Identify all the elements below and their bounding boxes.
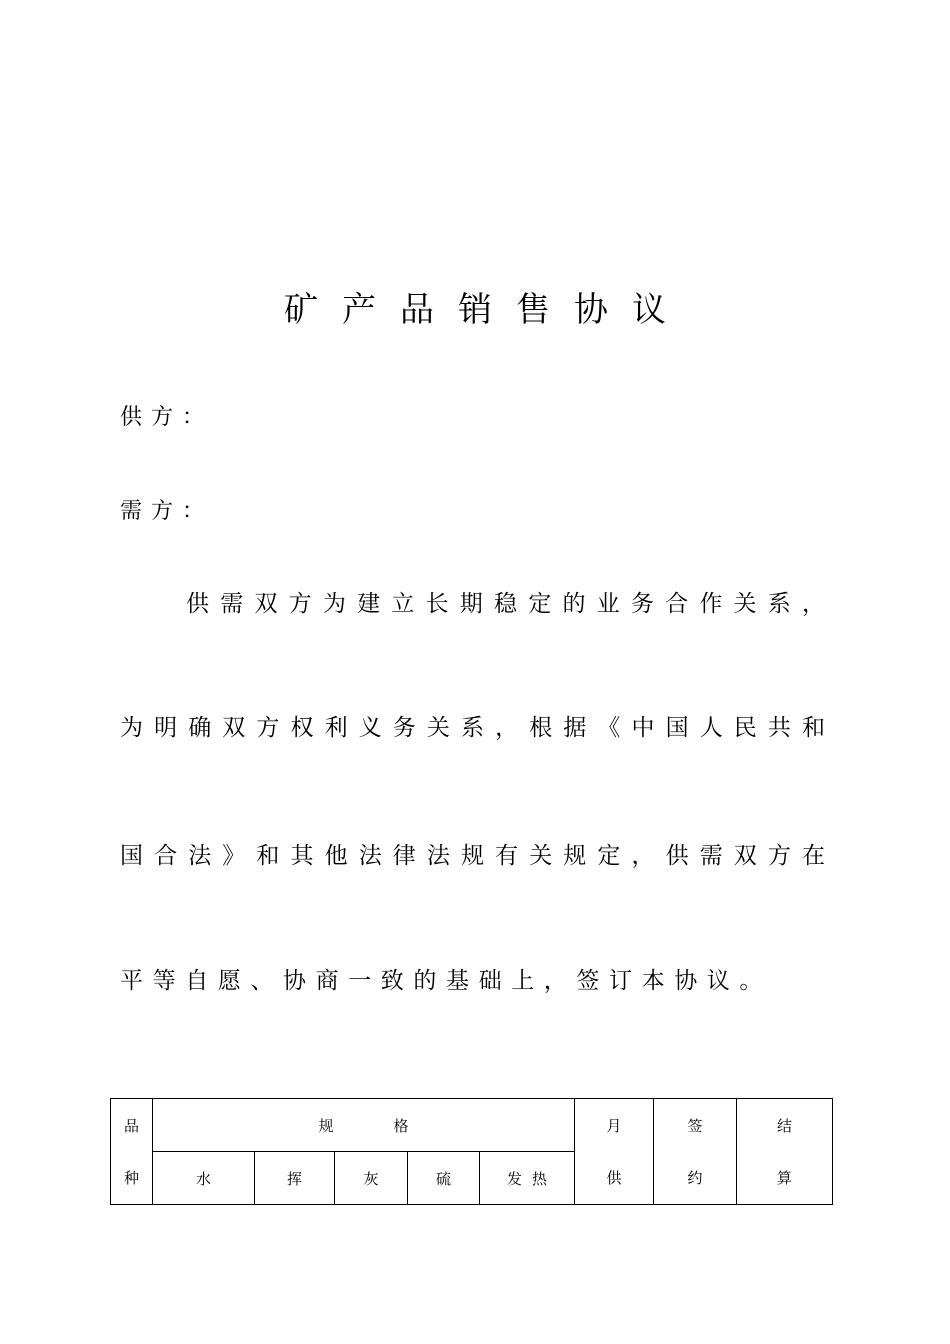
variety-header-cell bbox=[111, 1099, 153, 1205]
body-line-3: 国合法》和其他法律法规有关规定，供需双方在 bbox=[120, 843, 825, 869]
body-line-1: 供需双方为建立长期稳定的业务合作关系， bbox=[186, 591, 825, 617]
spec-volatile: 挥 bbox=[255, 1152, 335, 1205]
spec-table bbox=[110, 1098, 833, 1205]
sign-header-top: 签 bbox=[687, 1116, 703, 1135]
spec-header: 规格 bbox=[318, 1116, 469, 1135]
spec-sulfur: 硫 bbox=[408, 1152, 480, 1205]
settle-header-top: 结 bbox=[776, 1116, 792, 1135]
sign-header-bottom: 约 bbox=[687, 1169, 703, 1188]
sign-header-cell bbox=[654, 1099, 737, 1205]
body-line-2: 为明确双方权利义务关系，根据《中国人民共和 bbox=[120, 715, 825, 741]
spec-header-cell bbox=[153, 1099, 575, 1152]
body-line-4: 平等自愿、协商一致的基础上，签订本协议。 bbox=[120, 968, 772, 994]
document-title: 矿产品销售协议 bbox=[284, 290, 690, 330]
month-header-cell bbox=[575, 1099, 654, 1205]
settle-header-bottom: 算 bbox=[776, 1169, 792, 1188]
settle-header-cell bbox=[737, 1099, 833, 1205]
spec-ash: 灰 bbox=[335, 1152, 408, 1205]
supplier-label: 供方： bbox=[120, 405, 214, 430]
variety-header-bottom: 种 bbox=[123, 1169, 139, 1188]
spec-moisture: 水 bbox=[153, 1152, 255, 1205]
variety-header-top: 品 bbox=[123, 1116, 139, 1135]
month-header-bottom: 供 bbox=[606, 1169, 622, 1188]
month-header-top: 月 bbox=[606, 1116, 622, 1135]
spec-heat: 发热 bbox=[506, 1169, 557, 1188]
spec-heat-cell bbox=[480, 1152, 575, 1205]
buyer-label: 需方： bbox=[120, 499, 214, 524]
